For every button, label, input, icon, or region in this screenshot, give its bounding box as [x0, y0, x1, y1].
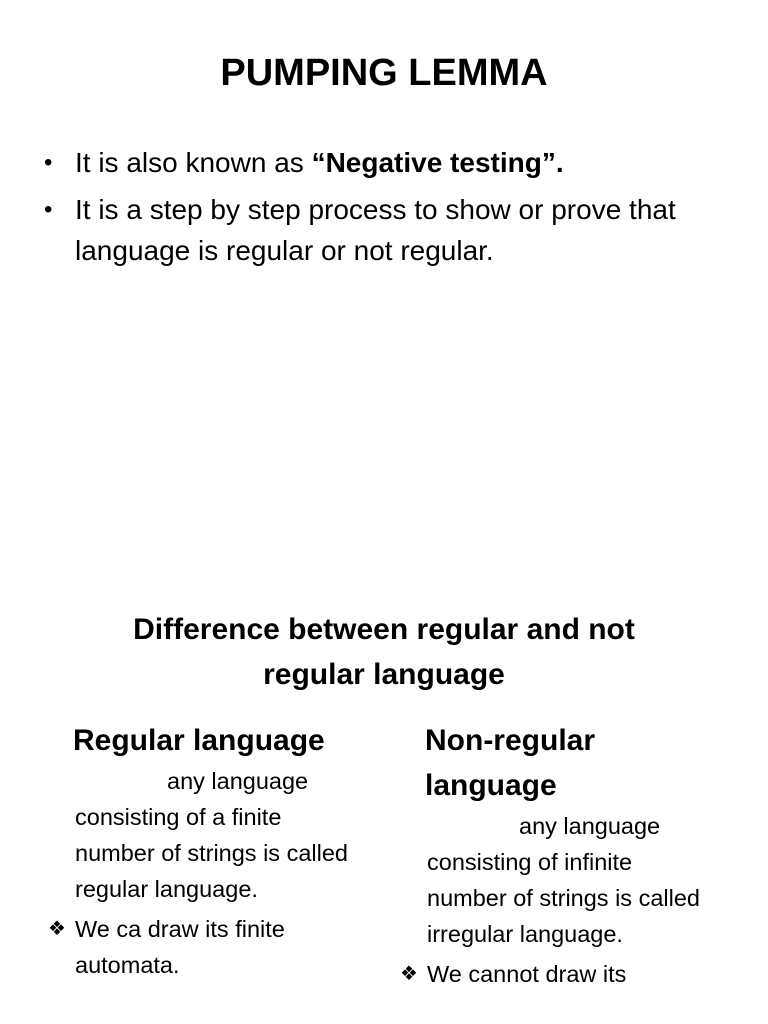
non-regular-language-column [400, 718, 710, 992]
regular-language-point: ❖ We ca draw its finite automata. [48, 911, 358, 983]
bullet-text: It is also known as [75, 147, 312, 178]
bullet-item [42, 142, 732, 183]
non-regular-language-description: any language consisting of infinite number of strings is called irregular language. [427, 813, 700, 947]
diamond-bullet-icon: ❖ [400, 963, 418, 985]
bullet-list [42, 142, 732, 277]
diamond-bullet-icon: ❖ [48, 918, 66, 940]
regular-language-column [48, 718, 358, 983]
non-regular-language-heading: Non-regular language [425, 724, 596, 802]
bullet-icon: • [44, 149, 53, 176]
non-regular-language-point: ❖ We cannot draw its [400, 956, 710, 992]
bullet-bold-text: “Negative testing”. [311, 147, 564, 178]
regular-language-heading: Regular language [73, 724, 325, 757]
section-heading: Difference between regular and not regular language [133, 613, 635, 691]
slide-title: PUMPING LEMMA [220, 52, 548, 94]
bullet-item [42, 189, 732, 271]
regular-language-description: any language consisting of a finite number of strings is called regular language. [75, 768, 348, 902]
bullet-icon: • [44, 196, 53, 223]
bullet-text: It is a step by step process to show or prove that language is regular or not regular. [75, 194, 676, 266]
